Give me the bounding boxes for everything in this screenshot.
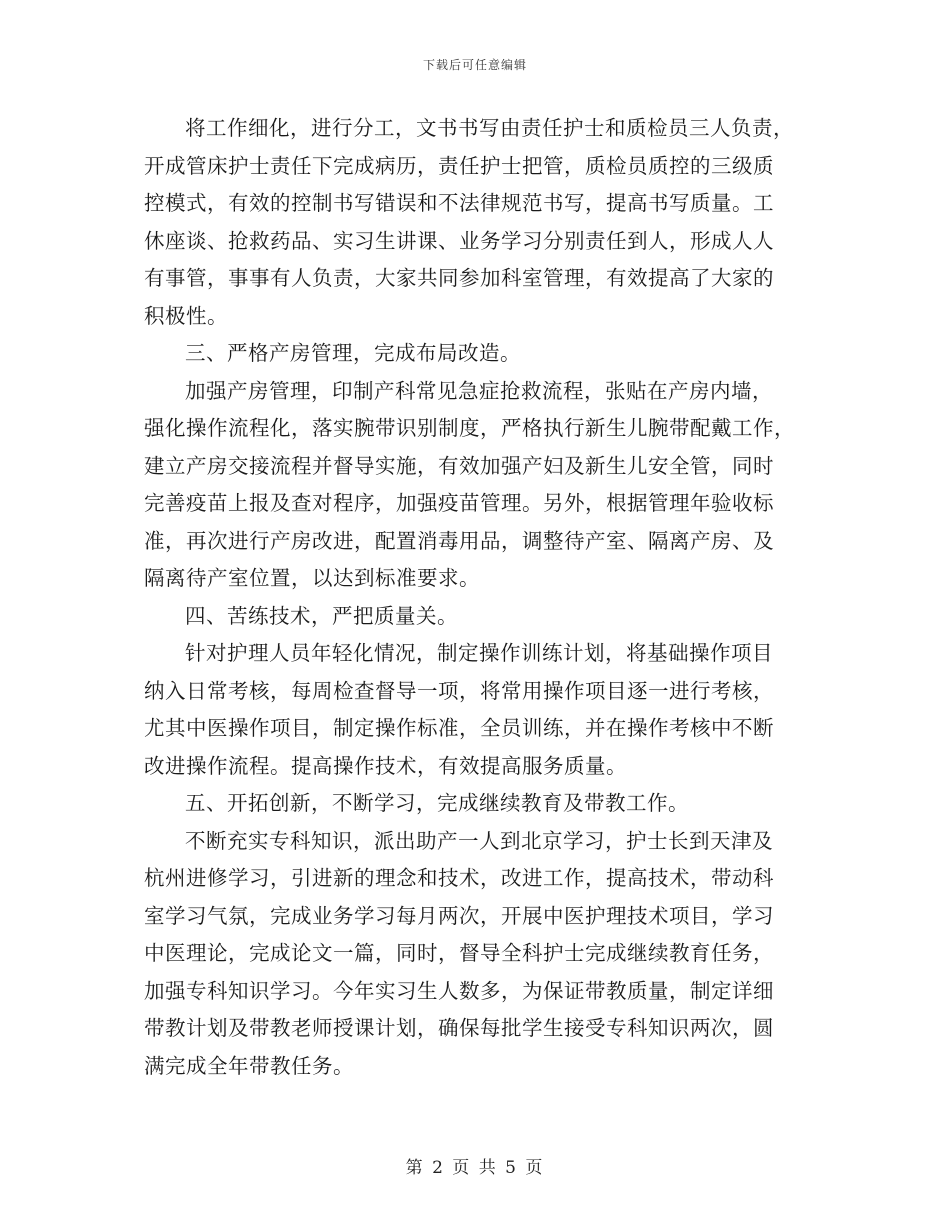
page-number: 第 2 页 共 5 页: [405, 1158, 545, 1178]
text-line: 杭州进修学习，引进新的理念和技术，改进工作，提高技术，带动科: [144, 866, 774, 890]
text-line: 积极性。: [144, 303, 228, 328]
text-line: 中医理论，完成论文一篇，同时，督导全科护士完成继续教育任务，: [144, 941, 774, 965]
text-line: 带教计划及带教老师授课计划，确保每批学生接受专科知识两次，圆: [144, 1016, 774, 1040]
text-line: 建立产房交接流程并督导实施，有效加强产妇及新生儿安全管，同时: [144, 453, 774, 478]
header-note: 下载后可任意编辑: [422, 58, 527, 72]
section-heading-4: [144, 598, 808, 636]
text-line: 控模式，有效的控制书写错误和不法律规范书写，提高书写质量。工: [144, 191, 774, 215]
text-line: 针对护理人员年轻化情况，制定操作训练计划，将基础操作项目: [185, 641, 773, 665]
text-line: 室学习气氛，完成业务学习每月两次，开展中医护理技术项目，学习: [144, 903, 774, 928]
section-heading-3: [144, 335, 808, 373]
paragraph-4: [144, 635, 808, 785]
paragraph-1: [144, 110, 808, 335]
section-heading-5: [144, 785, 808, 823]
paragraph-3: [144, 373, 808, 598]
section-heading-text: 四、苦练技术，严把质量关。: [185, 603, 458, 628]
document-body: [144, 110, 808, 1085]
text-line: 有事管，事事有人负责，大家共同参加科室管理，有效提高了大家的: [144, 266, 774, 290]
text-line: 加强产房管理，印制产科常见急症抢救流程，张贴在产房内墙，: [185, 378, 773, 403]
text-line: 改进操作流程。提高操作技术，有效提高服务质量。: [144, 753, 627, 778]
section-heading-text: 三、严格产房管理，完成布局改造。: [185, 341, 521, 365]
text-line: 开成管床护士责任下完成病历，责任护士把管，质检员质控的三级质: [144, 153, 774, 178]
text-line: 不断充实专科知识，派出助产一人到北京学习，护士长到天津及: [185, 828, 773, 853]
text-line: 纳入日常考核，每周检查督导一项，将常用操作项目逐一进行考核，: [144, 678, 774, 703]
paragraph-5: [144, 823, 808, 1086]
section-heading-text: 五、开拓创新，不断学习，完成继续教育及带教工作。: [185, 791, 689, 815]
text-line: 强化操作流程化，落实腕带识别制度，严格执行新生儿腕带配戴工作，: [144, 416, 795, 440]
text-line: 加强专科知识学习。今年实习生人数多，为保证带教质量，制定详细: [144, 978, 774, 1003]
text-line: 尤其中医操作项目，制定操作标准，全员训练，并在操作考核中不断: [144, 716, 774, 740]
text-line: 准，再次进行产房改进，配置消毒用品，调整待产室、隔离产房、及: [144, 528, 774, 553]
text-line: 隔离待产室位置，以达到标准要求。: [144, 566, 480, 590]
text-line: 完善疫苗上报及查对程序，加强疫苗管理。另外，根据管理年验收标: [144, 491, 774, 515]
text-line: 满完成全年带教任务。: [144, 1053, 354, 1078]
text-line: 休座谈、抢救药品、实习生讲课、业务学习分别责任到人，形成人人: [144, 228, 774, 253]
text-line: 将工作细化，进行分工，文书书写由责任护士和质检员三人负责，: [185, 116, 794, 140]
